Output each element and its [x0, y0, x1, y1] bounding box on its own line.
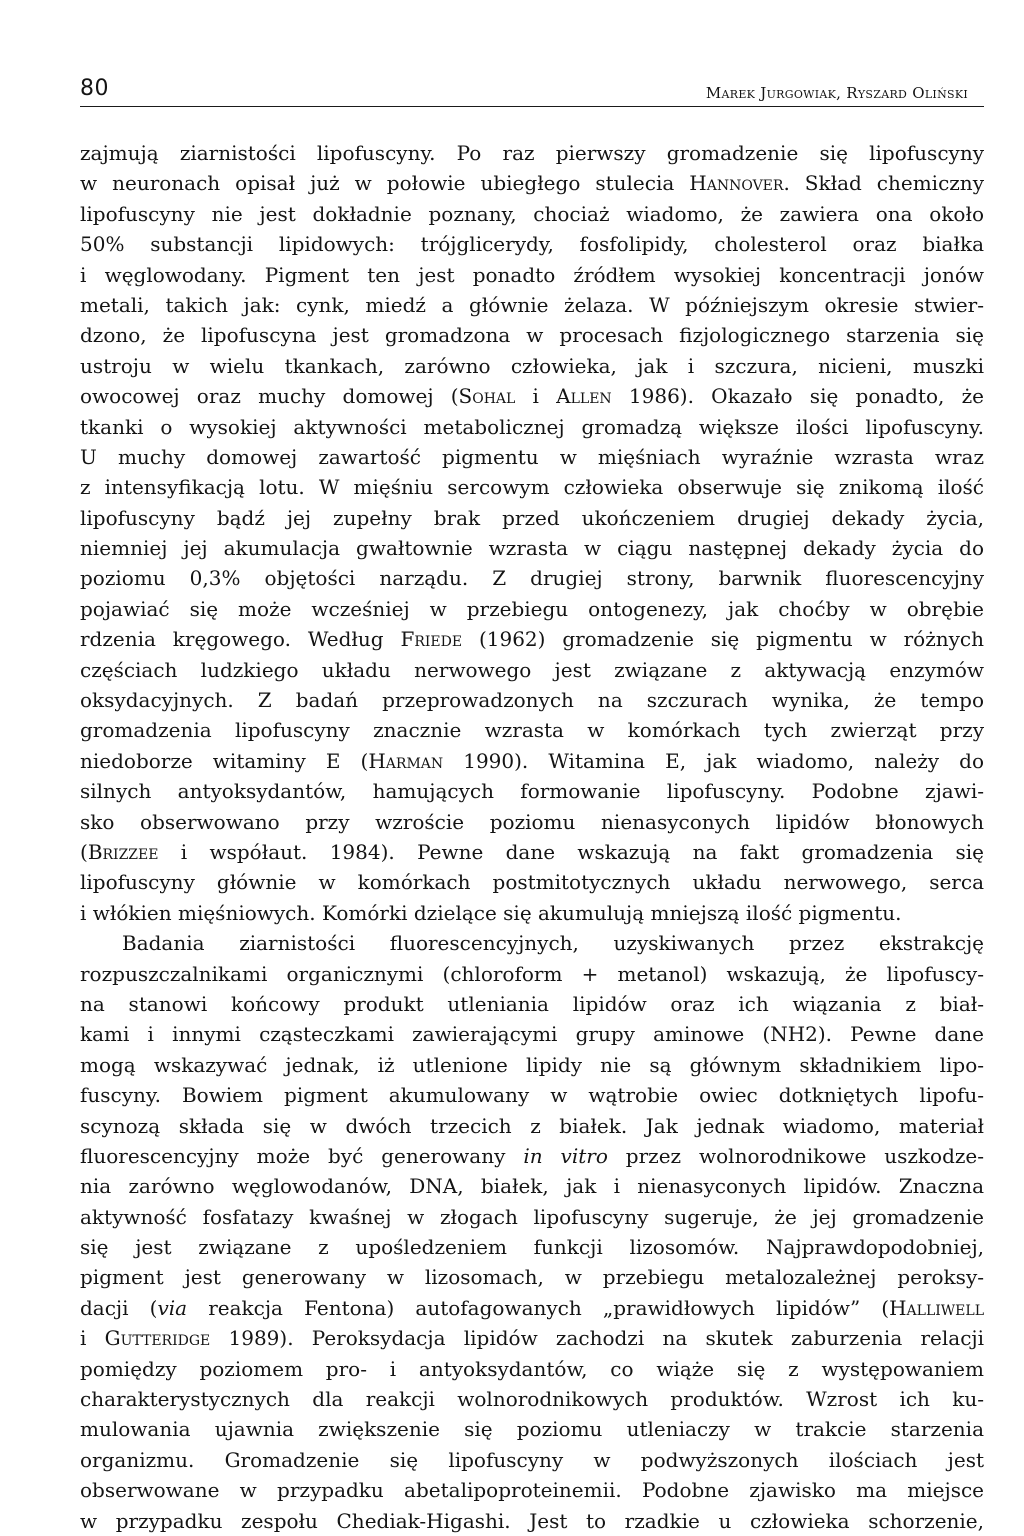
text-line	[80, 1141, 984, 1171]
text-line	[80, 989, 984, 1019]
line-text: silnych antyoksydantów, hamujących formowanie lipofuscyny. Podobne zjawi-	[80, 779, 984, 804]
text-line	[80, 1293, 984, 1323]
line-text: owocowej oraz muchy domowej (	[80, 384, 459, 409]
italic-term: in vitro	[523, 1143, 608, 1168]
line-text: charakterystycznych dla reakcji wolnorodnikowych produktów. Wzrost ich ku-	[80, 1387, 984, 1412]
citation-author: Allen	[556, 384, 612, 409]
line-text: i współaut. 1984). Pewne dane wskazują na fakt gromadzenia się	[158, 839, 984, 864]
line-text: w przypadku zespołu Chediak-Higashi. Jest to rzadkie u człowieka schorzenie,	[80, 1508, 984, 1533]
line-text: zajmują ziarnistości lipofuscyny. Po raz pierwszy gromadzenie się lipofuscyny	[80, 141, 984, 165]
text-line	[80, 320, 984, 350]
text-line	[80, 746, 984, 776]
text-line	[80, 898, 984, 928]
citation-author: Sohal	[458, 384, 516, 409]
text-line	[80, 1050, 984, 1080]
text-line	[80, 1323, 984, 1353]
line-text: . Skład chemiczny	[783, 171, 984, 196]
text-line	[80, 260, 984, 290]
line-text: reakcja Fentona) autofagowanych „prawidłowych lipidów” (	[187, 1295, 890, 1320]
text-line	[80, 229, 984, 259]
line-text: U muchy domowej zawartość pigmentu w mięśniach wyraźnie wzrasta wraz	[80, 444, 984, 469]
text-line	[80, 442, 984, 472]
line-text: kami i innymi cząsteczkami zawierającymi grupy aminowe (NH2). Pewne dane	[80, 1022, 984, 1047]
line-text: niedoborze witaminy E (	[80, 748, 369, 773]
text-line	[80, 533, 984, 563]
citation-author: Halliwell	[889, 1295, 984, 1320]
text-line	[80, 168, 984, 198]
text-line	[80, 624, 984, 654]
text-line	[80, 563, 984, 593]
text-line	[80, 381, 984, 411]
text-line	[80, 138, 984, 168]
line-text: dacji (	[80, 1295, 158, 1320]
line-text: mulowania ujawnia zwiększenie się poziomu utleniaczy w trakcie starzenia	[80, 1417, 984, 1442]
text-line	[80, 1019, 984, 1049]
line-text: (1962) gromadzenie się pigmentu w różnych	[462, 627, 984, 652]
line-text: i	[80, 1326, 105, 1351]
line-text: 1990). Witamina E, jak wiadomo, należy do	[443, 748, 984, 773]
text-line	[80, 1202, 984, 1232]
text-line	[80, 1232, 984, 1262]
citation-author: Friede	[400, 627, 463, 652]
line-text: scynozą składa się w dwóch trzecich z białek. Jak jednak wiadomo, materiał	[80, 1113, 984, 1138]
line-text: metali, takich jak: cynk, miedź a głównie żelaza. W późniejszym okresie stwier-	[80, 292, 984, 317]
text-line	[80, 199, 984, 229]
text-line	[80, 1080, 984, 1110]
text-line	[80, 776, 984, 806]
line-text: 1986). Okazało się ponadto, że	[611, 384, 984, 409]
line-text: obserwowane w przypadku abetalipoproteinemii. Podobne zjawisko ma miejsce	[80, 1478, 984, 1503]
line-text: aktywność fosfatazy kwaśnej w złogach lipofuscyny sugeruje, że jej gromadzenie	[80, 1204, 984, 1229]
line-text: (	[80, 839, 88, 864]
text-line	[80, 959, 984, 989]
line-text: pomiędzy poziomem pro- i antyoksydantów, co wiąże się z występowaniem	[80, 1356, 984, 1381]
text-line	[80, 1506, 984, 1536]
line-text: poziomu 0,3% objętości narządu. Z drugiej strony, barwnik fluorescencyjny	[80, 566, 984, 591]
text-line	[80, 1171, 984, 1201]
line-text: fuscyny. Bowiem pigment akumulowany w wątrobie owiec dotkniętych lipofu-	[80, 1083, 984, 1108]
line-text: dzono, że lipofuscyna jest gromadzona w procesach fizjologicznego starzenia się	[80, 323, 984, 348]
line-text: lipofuscyny nie jest dokładnie poznany, chociaż wiadomo, że zawiera ona około	[80, 201, 984, 226]
text-line	[80, 928, 984, 958]
line-text: tkanki o wysokiej aktywności metabolicznej gromadzą większe ilości lipofuscyny.	[80, 414, 984, 439]
text-line	[80, 503, 984, 533]
page-header	[80, 72, 984, 107]
line-text: w neuronach opisał już w połowie ubiegłego stulecia	[80, 171, 690, 196]
line-text: rdzenia kręgowego. Według	[80, 627, 401, 652]
line-text: rozpuszczalnikami organicznymi (chloroform + metanol) wskazują, że lipofuscy-	[80, 961, 984, 986]
line-text: pigment jest generowany w lizosomach, w przebiegu metalozależnej peroksy-	[80, 1265, 984, 1290]
citation-author: Hannover	[689, 171, 784, 196]
line-text: gromadzenia lipofuscyny znacznie wzrasta w komórkach tych zwierząt przy	[80, 718, 984, 743]
line-text: organizmu. Gromadzenie się lipofuscyny w podwyższonych ilościach jest	[80, 1447, 984, 1472]
citation-author: Gutteridge	[104, 1326, 211, 1351]
line-text: pojawiać się może wcześniej w przebiegu ontogenezy, jak choćby w obrębie	[80, 596, 984, 621]
text-line	[80, 807, 984, 837]
text-line	[80, 1384, 984, 1414]
line-text: lipofuscyny bądź jej zupełny brak przed ukończeniem drugiej dekady życia,	[80, 505, 984, 530]
text-line	[80, 594, 984, 624]
line-text: sko obserwowano przy wzroście poziomu nienasyconych lipidów błonowych	[80, 809, 984, 834]
line-text: 50% substancji lipidowych: trójglicerydy, fosfolipidy, cholesterol oraz białka	[80, 232, 984, 257]
citation-author: Harman	[368, 748, 444, 773]
running-head-authors: Marek Jurgowiak, Ryszard Oliński	[705, 84, 968, 102]
line-text: z intensyfikacją lotu. W mięśniu sercowym człowieka obserwuje się znikomą ilość	[80, 475, 984, 500]
line-text: częściach ludzkiego układu nerwowego jest związane z aktywacją enzymów	[80, 657, 984, 682]
line-text: się jest związane z upośledzeniem funkcji lizosomów. Najprawdopodobniej,	[80, 1235, 984, 1260]
text-line	[80, 1445, 984, 1475]
line-text: lipofuscyny głównie w komórkach postmitotycznych układu nerwowego, serca	[80, 870, 984, 895]
text-line	[80, 412, 984, 442]
line-text: niemniej jej akumulacja gwałtownie wzrasta w ciągu następnej dekady życia do	[80, 536, 984, 561]
text-line	[80, 685, 984, 715]
text-line	[80, 290, 984, 320]
page-number: 80	[80, 76, 109, 101]
text-line	[80, 655, 984, 685]
text-line	[80, 1354, 984, 1384]
line-text: przez wolnorodnikowe uszkodze-	[607, 1143, 984, 1168]
line-text: ustroju w wielu tkankach, zarówno człowieka, jak i szczura, nicieni, muszki	[80, 353, 984, 378]
body-text	[80, 138, 984, 1536]
line-text: nia zarówno węglowodanów, DNA, białek, jak i nienasyconych lipidów. Znaczna	[80, 1174, 984, 1199]
line-text: Badania ziarnistości fluorescencyjnych, uzyskiwanych przez ekstrakcję	[122, 931, 984, 956]
text-line	[80, 1262, 984, 1292]
text-line	[80, 867, 984, 897]
line-text: oksydacyjnych. Z badań przeprowadzonych na szczurach wynika, że tempo	[80, 688, 984, 713]
line-text: na stanowi końcowy produkt utleniania lipidów oraz ich wiązania z biał-	[80, 991, 984, 1016]
line-text: i	[515, 384, 557, 409]
line-text: mogą wskazywać jednak, iż utlenione lipidy nie są głównym składnikiem lipo-	[80, 1052, 984, 1077]
text-line	[80, 1414, 984, 1444]
line-text: 1989). Peroksydacja lipidów zachodzi na skutek zaburzenia relacji	[210, 1326, 984, 1351]
italic-term: via	[157, 1295, 188, 1320]
text-line	[80, 715, 984, 745]
line-text: fluorescencyjny może być generowany	[80, 1143, 524, 1168]
text-line	[80, 472, 984, 502]
text-line	[80, 1475, 984, 1505]
line-text: i węglowodany. Pigment ten jest ponadto źródłem wysokiej koncentracji jonów	[80, 262, 984, 287]
text-line	[80, 837, 984, 867]
text-line	[80, 1111, 984, 1141]
citation-author: Brizzee	[87, 839, 159, 864]
text-line	[80, 351, 984, 381]
line-text: i włókien mięśniowych. Komórki dzielące się akumulują mniejszą ilość pigmentu.	[80, 900, 902, 925]
